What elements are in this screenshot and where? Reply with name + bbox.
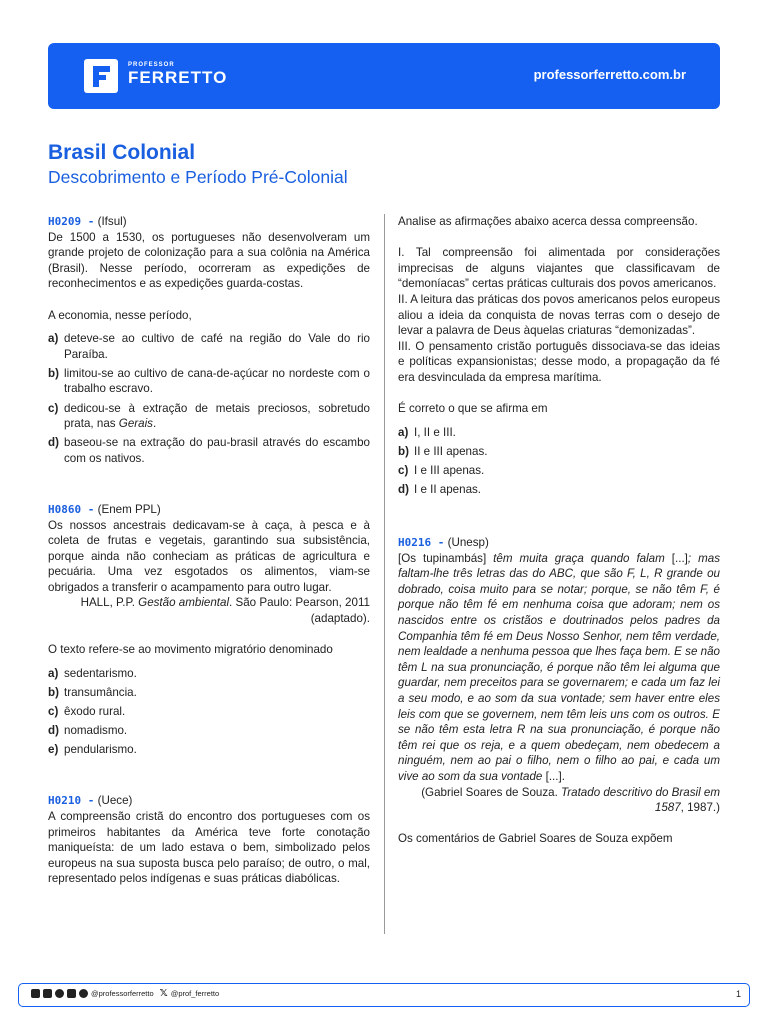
question-H0209 bbox=[48, 214, 370, 466]
facebook-icon[interactable] bbox=[55, 989, 64, 998]
page-title: Brasil Colonial bbox=[48, 141, 196, 164]
question-prompt: O texto refere-se ao movimento migratório denominado bbox=[48, 643, 333, 657]
question-id: H0860 - bbox=[48, 502, 95, 516]
logo-small-text: PROFESSOR bbox=[128, 62, 175, 68]
statement-1: I. Tal compreensão foi alimentada por considerações imprecisas de alguns viajantes que classificavam de “demoníacas” certas práticas culturais dos povos americanos. bbox=[398, 246, 720, 291]
right-column bbox=[398, 214, 720, 847]
question-text: De 1500 a 1530, os portugueses não desenvolveram um grande projeto de colonização para a sua colônia na América (Brasil). Nesse período, ocorreram as expedições de reconhecimentos e as expedições guarda-costas. bbox=[48, 230, 370, 291]
option-c[interactable]: c) êxodo rural. bbox=[48, 705, 126, 719]
left-column bbox=[48, 214, 370, 887]
question-prompt: É correto o que se afirma em bbox=[398, 402, 548, 416]
statement-2: II. A leitura das práticas dos povos americanos pelos europeus aliou a ideia da conquista de novas terras com o desejo de levar a palavra de Deus àquelas criaturas “demonizadas”. bbox=[398, 292, 720, 338]
question-id: H0210 - bbox=[48, 794, 95, 808]
question-text: Os nossos ancestrais dedicavam-se à caça, à pesca e à coleta de frutas e vegetais, garantindo sua subsistência, porque ainda não conheciam as práticas de agricultura e pecuária. Uma vez esgotados os alimentos, viam-se obrigados a transferir o acampamento para outro lugar. bbox=[48, 518, 370, 594]
question-H0860 bbox=[48, 502, 370, 758]
question-prompt: Os comentários de Gabriel Soares de Souza expõem bbox=[398, 832, 673, 846]
question-reference: HALL, P.P. Gestão ambiental. São Paulo: Pearson, 2011 (adaptado). bbox=[80, 596, 370, 626]
question-id: H0216 - bbox=[398, 536, 445, 550]
option-e[interactable]: e) pendularismo. bbox=[48, 743, 137, 757]
column-divider bbox=[384, 214, 385, 934]
page-number: 1 bbox=[735, 989, 741, 999]
option-a[interactable]: a) deteve-se ao cultivo de café na região do Vale do rio Paraíba. bbox=[48, 332, 370, 361]
telegram-icon[interactable] bbox=[79, 989, 88, 998]
x-icon[interactable]: 𝕏 bbox=[159, 988, 168, 999]
page-subtitle: Descobrimento e Período Pré-Colonial bbox=[48, 167, 348, 187]
question-prompt: A economia, nesse período, bbox=[48, 308, 192, 322]
ferretto-logo-icon bbox=[84, 59, 118, 93]
question-source: (Enem PPL) bbox=[97, 502, 161, 516]
question-text: A compreensão cristã do encontro dos portugueses com os primeiros habitantes da América teve forte conotação maniqueísta: de um lado estava o bem, simbolizado pelos europeus na sua suposta busca pelo paraíso; de outro, o mal, representado pelos indígenas e suas práticas diabólicas. bbox=[48, 809, 370, 886]
youtube-icon[interactable] bbox=[31, 989, 40, 998]
option-a[interactable]: a) I, II e III. bbox=[398, 425, 456, 439]
social-links bbox=[31, 988, 219, 999]
question-source: (Unesp) bbox=[447, 536, 489, 550]
option-d[interactable]: d) nomadismo. bbox=[48, 724, 128, 738]
social-handle-2[interactable]: @prof_ferretto bbox=[170, 989, 220, 998]
question-reference: (Gabriel Soares de Souza. Tratado descritivo do Brasil em 1587, 1987.) bbox=[421, 785, 720, 815]
question-source: (Uece) bbox=[97, 794, 133, 808]
header-banner bbox=[48, 43, 720, 109]
instagram-icon[interactable] bbox=[43, 989, 52, 998]
tiktok-icon[interactable] bbox=[67, 989, 76, 998]
site-link[interactable]: professorferretto.com.br bbox=[533, 67, 686, 82]
question-H0210 bbox=[48, 793, 370, 887]
option-b[interactable]: b) transumância. bbox=[48, 685, 137, 699]
question-prompt: Analise as afirmações abaixo acerca dessa compreensão. bbox=[398, 215, 698, 228]
question-text: [Os tupinambás] têm muita graça quando falam [...]; mas faltam-lhe três letras das do ABC, que são F, L, R grande ou dobrado, coisa muito para se notar; porque, se não têm F, é porque não têm fé em nenhuma coisa que adoram; nem os nascidos entre os cristãos e doutrinados pelos padres da Companhia têm fé em Deus Nosso Senhor, nem têm verdade, nem lealdade a nenhuma pessoa que lhes faça bem. E se não têm L na sua pronunciação, é porque não têm lei alguma que guardar, nem preceitos para se governarem; e cada um faz lei a seu modo, e ao som da sua vontade; sem haver entre eles leis com que se governem, nem têm leis uns com os outros. E se não têm esta letra R na sua pronunciação, é porque não têm rei que os reja, e a quem obedeçam, nem obedecem a ninguém, nem ao pai o filho, nem o filho ao pai, e cada um vive ao som da sua vontade [...]. bbox=[398, 551, 720, 783]
statement-3: III. O pensamento cristão português dissociava-se das ideias e políticas expansionistas; desse modo, a propagação da fé era desvinculada da empresa marítima. bbox=[398, 339, 720, 384]
social-handle-1[interactable]: @professorferretto bbox=[91, 989, 154, 998]
option-c[interactable]: c) dedicou-se à extração de metais preciosos, sobretudo prata, nas Gerais. bbox=[48, 401, 370, 431]
question-source: (Ifsul) bbox=[97, 215, 127, 228]
logo-big-text: FERRETTO bbox=[128, 68, 228, 87]
question-id: H0209 - bbox=[48, 215, 95, 228]
option-b[interactable]: b) II e III apenas. bbox=[398, 444, 488, 458]
footer-bar bbox=[18, 983, 750, 1007]
brand-logo-text bbox=[128, 62, 227, 87]
option-d[interactable]: d) baseou-se na extração do pau-brasil através do escambo com os nativos. bbox=[48, 436, 370, 465]
option-b[interactable]: b) limitou-se ao cultivo de cana-de-açúcar no nordeste com o trabalho escravo. bbox=[48, 366, 370, 396]
option-c[interactable]: c) I e III apenas. bbox=[398, 463, 485, 477]
option-d[interactable]: d) I e II apenas. bbox=[398, 483, 482, 496]
question-H0216 bbox=[398, 535, 720, 847]
option-a[interactable]: a) sedentarismo. bbox=[48, 666, 137, 680]
